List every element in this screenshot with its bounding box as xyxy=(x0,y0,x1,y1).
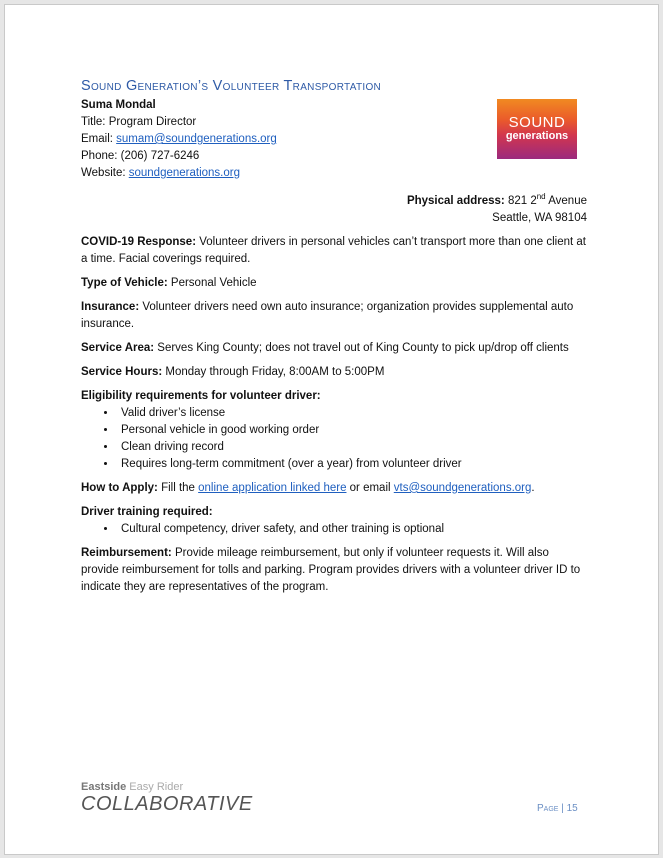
vehicle-label: Type of Vehicle: xyxy=(81,276,168,289)
insurance-section xyxy=(81,299,587,333)
physical-address xyxy=(81,188,587,227)
reimbursement-section xyxy=(81,545,587,596)
contact-phone-value: (206) 727-6246 xyxy=(120,150,200,162)
address-line-2: Seattle, WA 98104 xyxy=(492,211,587,224)
apply-label: How to Apply: xyxy=(81,481,158,494)
covid-text: Volunteer drivers in personal vehicles can’t transport more than one client at a time. Facial coverings required. xyxy=(81,235,586,265)
reimbursement-label: Reimbursement: xyxy=(81,546,172,559)
contact-name: Suma Mondal xyxy=(81,99,156,111)
collaborative-logo xyxy=(81,781,281,815)
list-item: • Personal vehicle in good working order xyxy=(117,422,587,439)
apply-text-3: . xyxy=(531,481,535,494)
service-hours-text: Monday through Friday, 8:00AM to 5:00PM xyxy=(162,365,385,378)
service-area-text: Serves King County; does not travel out of King County to pick up/drop off clients xyxy=(154,341,569,354)
contact-website-row xyxy=(81,165,587,182)
training-heading: Driver training required: xyxy=(81,505,213,518)
contact-email-link[interactable]: sumam@soundgenerations.org xyxy=(116,133,277,145)
contact-website-label: Website: xyxy=(81,167,126,179)
document-page xyxy=(4,4,659,855)
service-area-section xyxy=(81,340,587,357)
document-content xyxy=(81,77,587,596)
address-sup: nd xyxy=(536,192,546,201)
footer-logo-eastside: Eastside xyxy=(81,781,127,793)
list-item: • Clean driving record xyxy=(117,439,587,456)
contact-title-value: Program Director xyxy=(108,116,197,128)
reimbursement-text: Provide mileage reimbursement, but only if volunteer requests it. Will also provide reimbursement for tolls and parking. Program provides drivers with a volunteer driver ID to indicate they are representatives of the program. xyxy=(81,546,581,593)
address-street: Avenue xyxy=(545,194,587,207)
apply-email-link[interactable]: vts@soundgenerations.org xyxy=(393,481,532,494)
address-number: 821 2 xyxy=(507,194,537,207)
contact-phone-label: Phone: xyxy=(81,150,118,162)
service-area-label: Service Area: xyxy=(81,341,155,354)
apply-text-1: Fill the xyxy=(157,481,199,494)
eligibility-heading: Eligibility requirements for volunteer driver: xyxy=(81,389,321,402)
covid-label: COVID-19 Response: xyxy=(81,235,197,248)
application-link[interactable]: online application linked here xyxy=(198,481,347,494)
page-title: Sound Generation’s Volunteer Transportation xyxy=(81,78,382,94)
contact-block xyxy=(81,97,587,182)
footer-logo-easy-rider: Easy Rider xyxy=(126,781,184,793)
eligibility-section xyxy=(81,388,587,473)
insurance-text: Volunteer drivers need own auto insurance; organization provides supplemental auto insurance. xyxy=(81,300,574,330)
vehicle-section xyxy=(81,275,587,292)
list-item: • Requires long-term commitment (over a year) from volunteer driver xyxy=(117,456,587,473)
address-line-1 xyxy=(81,188,587,210)
footer-logo-line-1 xyxy=(81,781,281,793)
apply-section xyxy=(81,480,587,497)
contact-email-label: Email: xyxy=(81,133,113,145)
insurance-label: Insurance: xyxy=(81,300,140,313)
eligibility-list xyxy=(81,405,587,473)
covid-section xyxy=(81,234,587,268)
list-item: • Cultural competency, driver safety, and other training is optional xyxy=(117,521,587,538)
service-hours-label: Service Hours: xyxy=(81,365,163,378)
logo-line-1: SOUND xyxy=(508,114,566,131)
apply-text-2: or email xyxy=(346,481,394,494)
training-list xyxy=(81,521,587,538)
footer-logo-line-2: COLLABORATIVE xyxy=(81,793,253,815)
contact-phone-row xyxy=(81,148,587,165)
address-label: Physical address: xyxy=(406,194,505,207)
logo-line-2: generations xyxy=(505,130,569,142)
contact-email-row xyxy=(81,131,587,148)
list-item: • Valid driver’s license xyxy=(117,405,587,422)
page-number: Page | 15 xyxy=(537,803,578,814)
vehicle-text: Personal Vehicle xyxy=(167,276,257,289)
service-hours-section xyxy=(81,364,587,381)
contact-title-row xyxy=(81,114,587,131)
training-section xyxy=(81,504,587,538)
contact-title-label: Title: xyxy=(81,116,106,128)
contact-website-link[interactable]: soundgenerations.org xyxy=(128,167,240,179)
